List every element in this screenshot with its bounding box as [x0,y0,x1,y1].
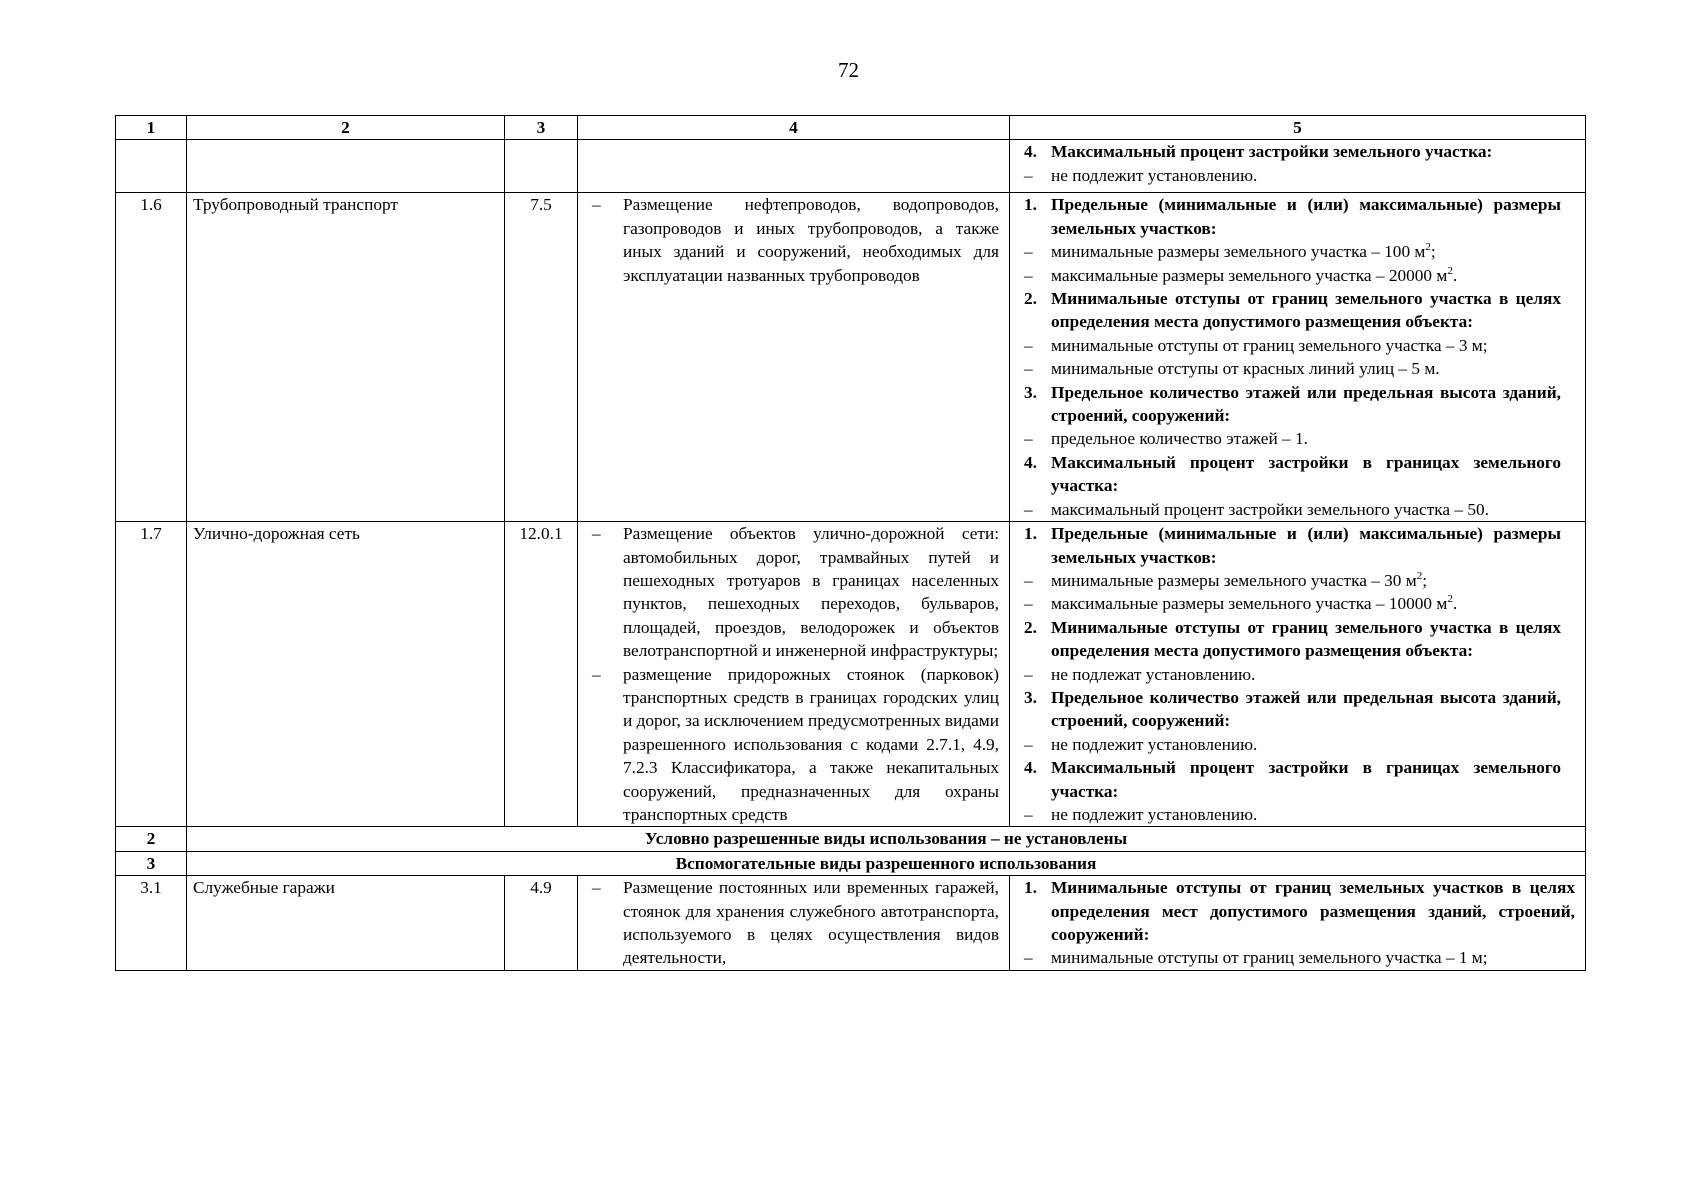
column-header: 1 [116,116,187,140]
param-item [1024,803,1561,826]
param-marker: 3. [1024,382,1037,402]
superscript: 2 [1447,593,1453,606]
param-marker: – [1024,664,1033,684]
param-item [1024,733,1561,756]
param-marker: – [1024,499,1033,519]
parameters-cell [1010,522,1586,827]
param-value: максимальный процент застройки земельного участка – 50. [1051,499,1489,519]
section-row [116,827,1586,851]
param-value-tail: ; [1430,242,1436,262]
param-value-text: минимальные размеры земельного участка – 30 м [1051,570,1417,590]
param-item [1024,592,1561,615]
parameters-cell [1010,140,1586,193]
param-marker: – [1024,570,1033,590]
param-heading: Предельные (минимальные и (или) максимальные) размеры земельных участков: [1051,524,1561,567]
param-marker: – [1024,265,1033,285]
superscript: 2 [1447,264,1453,277]
param-value [1051,240,1561,263]
superscript: 2 [1416,570,1423,583]
param-value: не подлежит установлению. [1051,734,1258,754]
param-value: не подлежат установлению. [1051,664,1256,684]
param-marker: 3. [1024,687,1037,707]
param-value-tail: ; [1422,570,1428,590]
param-item [1024,193,1561,240]
param-item [1024,756,1561,803]
param-heading: Максимальный процент застройки земельного участка: [1051,142,1493,162]
param-item [1024,686,1561,733]
row-number: 3.1 [116,876,187,971]
param-heading: Предельное количество этажей или предельная высота зданий, строений, сооружений: [1051,687,1561,731]
use-code: 4.9 [505,876,578,971]
row-number: 1.6 [116,193,187,522]
section-number: 2 [116,827,187,851]
param-marker: 4. [1024,758,1037,778]
column-header: 3 [505,116,578,140]
param-value [1051,592,1561,615]
param-item [1024,164,1561,187]
section-title: Вспомогательные виды разрешенного использования [187,851,1586,875]
use-name: Улично-дорожная сеть [187,522,505,827]
section-title: Условно разрешенные виды использования – не установлены [187,827,1586,851]
use-description [578,140,1010,193]
description-text: размещение придорожных стоянок (парковок) транспортных средств в границах городских улиц и дорог, за исключением предусмотренных видами разрешенного использования с кодами 2.7.1, 4.9, 7.2.3 Классификатора, а также некапитальных сооружений, предназначенных для охраны транспортных средств [623,664,999,824]
param-marker: – [1024,734,1033,754]
param-item [1024,240,1561,263]
use-name: Трубопроводный транспорт [187,193,505,522]
param-item [1024,616,1561,663]
use-code: 7.5 [505,193,578,522]
param-heading: Максимальный процент застройки в границах земельного участка: [1051,452,1561,496]
param-value: не подлежит установлению. [1051,804,1258,824]
param-value-text: максимальные размеры земельного участка – 20000 м [1051,265,1448,285]
param-marker: 4. [1024,452,1037,472]
param-marker: – [1024,429,1033,449]
param-heading: Минимальные отступы от границ земельного участка в целях определения места допустимого размещения объекта: [1051,289,1561,332]
param-marker: 1. [1024,524,1037,544]
param-value-tail: . [1452,594,1458,614]
description-text: Размещение объектов улично-дорожной сети: автомобильных дорог, трамвайных путей и пешеходных тротуаров в границах населенных пунктов, пешеходных переходов, бульваров, площадей, проездов, велодорожек и объектов велотранспортной и инженерной инфраструктуры; [623,524,999,661]
param-marker: 1. [1024,195,1037,215]
param-item [1024,334,1561,357]
param-item [1024,357,1561,380]
table-row [116,140,1586,193]
use-description [578,522,1010,827]
use-description [578,876,1010,971]
param-item [1024,451,1561,498]
description-item [584,663,999,827]
use-name: Служебные гаражи [187,876,505,971]
description-marker: – [592,524,601,544]
use-code [505,140,578,193]
param-item [1024,381,1561,428]
param-heading: Минимальные отступы от границ земельных участков в целях определения мест допустимого размещения зданий, строений, сооружений: [1051,878,1575,944]
page-number: 72 [838,58,859,82]
param-marker: – [1024,594,1033,614]
table-header-row [116,116,1586,140]
param-marker: – [1024,804,1033,824]
param-marker: 2. [1024,617,1037,637]
param-item [1024,522,1561,569]
param-heading: Предельное количество этажей или предельная высота зданий, строений, сооружений: [1051,382,1561,426]
param-item [1024,427,1561,450]
param-value-tail: . [1452,265,1458,285]
param-item [1024,663,1561,686]
parameters-cell [1010,876,1586,971]
section-number: 3 [116,851,187,875]
param-value [1051,264,1561,287]
param-heading: Минимальные отступы от границ земельного участка в целях определения места допустимого размещения объекта: [1051,617,1561,661]
column-header: 4 [578,116,1010,140]
param-item [1024,569,1561,592]
param-item [1024,264,1561,287]
param-marker: – [1024,165,1033,185]
param-value: минимальные отступы от границ земельного участка – 1 м; [1051,948,1488,968]
param-value [1051,569,1561,592]
param-marker: 1. [1024,878,1037,898]
param-marker: 4. [1024,142,1037,162]
description-text: Размещение нефтепроводов, водопроводов, газопроводов и иных трубопроводов, а также иных зданий и сооружений, необходимых для эксплуатации названных трубопроводов [623,195,999,285]
table-row [116,876,1586,971]
description-item [584,193,999,287]
param-marker: – [1024,359,1033,379]
param-marker: – [1024,335,1033,355]
param-marker: – [1024,242,1033,262]
use-name [187,140,505,193]
section-row [116,851,1586,875]
param-heading: Максимальный процент застройки в границах земельного участка: [1051,758,1561,801]
param-value: минимальные отступы от границ земельного участка – 3 м; [1051,335,1488,355]
row-number [116,140,187,193]
param-value: предельное количество этажей – 1. [1051,429,1308,449]
description-marker: – [592,664,601,684]
parameters-cell [1010,193,1586,522]
table-row [116,193,1586,522]
param-value-text: минимальные размеры земельного участка – 100 м [1051,242,1426,262]
param-item [1024,876,1575,946]
param-marker: 2. [1024,289,1037,309]
description-item [584,522,999,662]
param-marker: – [1024,948,1033,968]
param-heading: Предельные (минимальные и (или) максимальные) размеры земельных участков: [1051,195,1561,238]
row-number: 1.7 [116,522,187,827]
param-item [1024,498,1561,521]
description-marker: – [592,878,601,898]
superscript: 2 [1425,241,1431,254]
column-header: 2 [187,116,505,140]
param-value: не подлежит установлению. [1051,165,1258,185]
description-item [584,876,999,970]
description-text: Размещение постоянных или временных гаражей, стоянок для хранения служебного автотранспорта, используемого в целях осуществления видов деятельности, [623,878,999,968]
param-item [1024,140,1561,163]
param-value-text: максимальные размеры земельного участка – 10000 м [1051,594,1448,614]
use-code: 12.0.1 [505,522,578,827]
regulations-table [115,115,1586,971]
table-row [116,522,1586,827]
param-item [1024,946,1575,969]
description-marker: – [592,195,601,215]
column-header: 5 [1010,116,1586,140]
param-item [1024,287,1561,334]
use-description [578,193,1010,522]
param-value: минимальные отступы от красных линий улиц – 5 м. [1051,359,1440,379]
